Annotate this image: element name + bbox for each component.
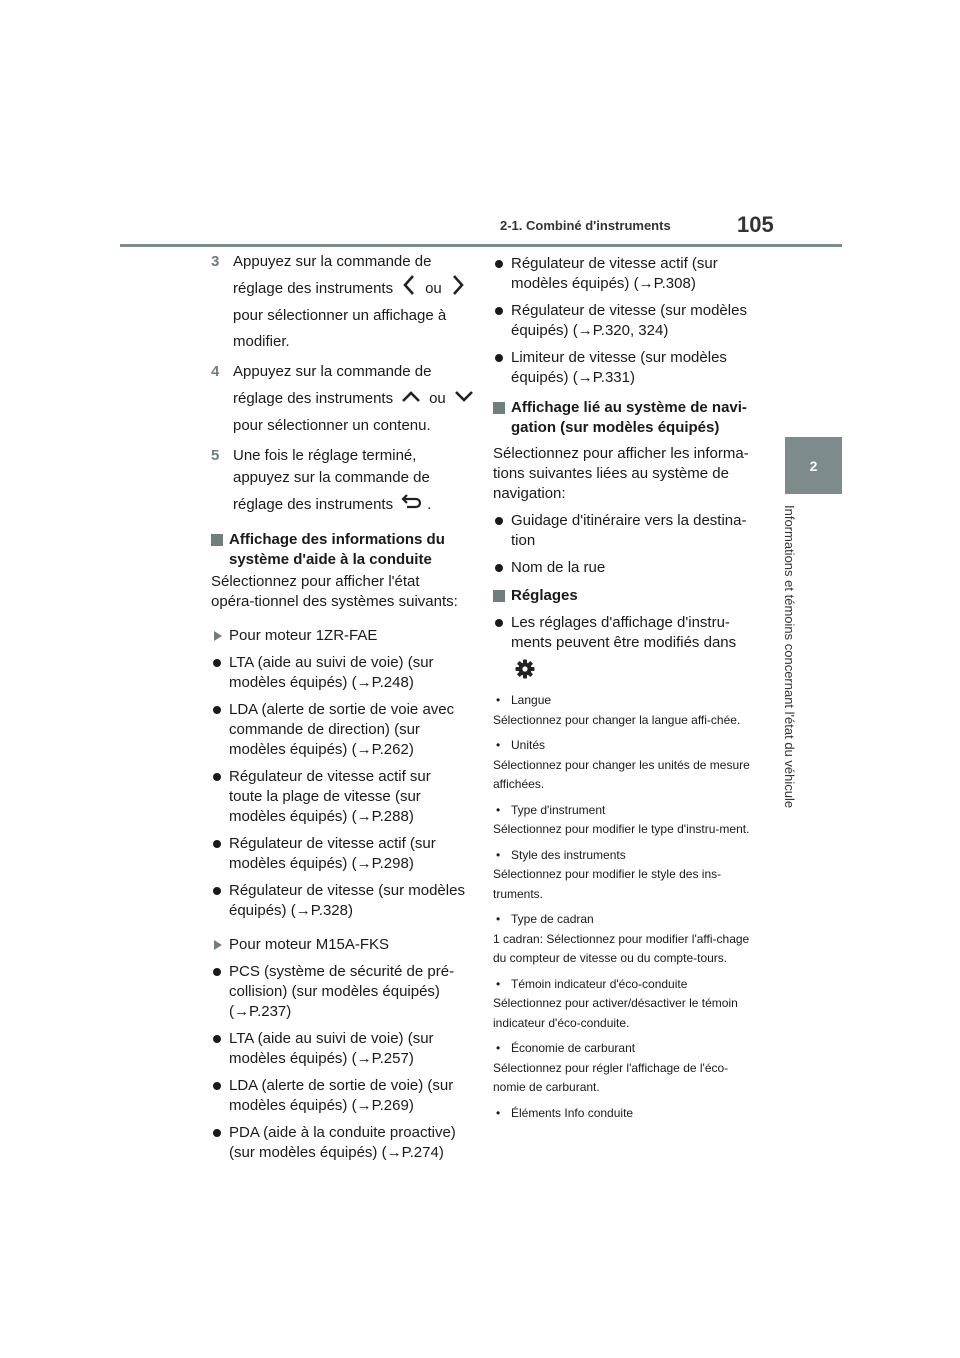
bullet-icon [495,260,503,268]
list-item [493,613,753,653]
list-item [493,254,753,294]
settings-desc: Sélectionnez pour changer la langue affi-chée. [493,712,741,727]
group-label: Pour moteur 1ZR-FAE [229,627,378,644]
chevron-down-icon [454,386,474,412]
item-text: LTA (aide au suivi de voie) (sur modèles équipés) (→P.248) [229,654,434,691]
step-number: 3 [211,253,220,270]
bullet-icon: • [496,847,501,862]
header-rule [120,244,842,247]
section-heading [493,586,753,606]
bullet-icon [495,307,503,315]
engine-group-label [211,935,466,955]
step-text: réglage des instruments [233,280,394,297]
list-item [211,834,466,874]
list-item [211,1123,466,1163]
item-text: Régulateur de vitesse (sur modèles équipés) (→P.328) [229,882,465,919]
bullet-icon [213,968,221,976]
item-text: Les réglages d'affichage d'instru-ments peuvent être modifiés dans [511,614,737,651]
bullet-icon [213,1035,221,1043]
settings-desc: 1 cadran: Sélectionnez pour modifier l'affi-chage du compteur de vitesse ou du compte-tours. [493,931,750,965]
chapter-tab: 2 [785,437,842,494]
settings-title: Langue [511,693,552,707]
settings-desc: Sélectionnez pour activer/désactiver le témoin indicateur d'éco-conduite. [493,996,738,1030]
step-number: 4 [211,363,220,380]
step-line [233,492,466,518]
step-text: Appuyez sur la commande de [233,253,432,270]
settings-item [493,736,753,756]
heading-text: Réglages [511,587,578,604]
step-text: Appuyez sur la commande de [233,363,432,380]
step-text: appuyez sur la commande de [233,469,430,486]
section-heading [211,530,466,570]
settings-title: Témoin indicateur d'éco-conduite [511,976,688,991]
item-text: Régulateur de vitesse actif (sur modèles équipés) (→P.298) [229,835,436,872]
item-text: Régulateur de vitesse actif (sur modèles équipés) (→P.308) [511,255,718,292]
settings-title: Éléments Info conduite [511,1105,634,1120]
heading-square-icon [211,534,223,546]
step-3 [211,252,466,352]
settings-desc: Sélectionnez pour régler l'affichage de l'éco-nomie de carburant. [493,1060,729,1094]
list-item [493,511,753,551]
list-item [493,301,753,341]
list-item [211,700,466,760]
back-arrow-icon [401,492,423,518]
step-4 [211,362,466,436]
step-text: Une fois le réglage terminé, [233,447,417,464]
step-line [233,276,466,302]
section-heading [493,398,753,438]
settings-item [493,691,753,711]
engine-group-label [211,626,466,646]
step-text: modifier. [233,333,290,350]
item-text: Nom de la rue [511,559,606,576]
triangle-icon [214,631,222,641]
item-text: LDA (alerte de sortie de voie avec commande de direction) (sur modèles équipés) (→P.262) [229,701,455,758]
step-text: pour sélectionner un contenu. [233,417,431,434]
list-item [211,962,466,1022]
bullet-icon [213,773,221,781]
settings-item [493,846,753,866]
section-header: 2-1. Combiné d'instruments [500,218,671,233]
list-item [493,558,753,578]
bullet-icon [213,659,221,667]
chevron-right-icon [452,274,464,305]
list-item [211,653,466,693]
settings-title: Type d'instrument [511,802,606,817]
item-text: Régulateur de vitesse actif sur toute la plage de vitesse (sur modèles équipés) (→P.288) [229,768,431,825]
settings-title: Économie de carburant [511,1041,636,1055]
item-text: PCS (système de sécurité de pré-collision) (sur modèles équipés) (→P.237) [229,963,455,1020]
settings-desc: Sélectionnez pour modifier le type d'instru-ment. [493,822,750,836]
section-intro: Sélectionnez pour afficher les informa-tions suivantes liées au système de navigation: [493,445,749,502]
item-text: LDA (alerte de sortie de voie) (sur modèles équipés) (→P.269) [229,1077,454,1114]
bullet-icon [213,1129,221,1137]
settings-item [493,910,753,930]
side-title-wrap [782,505,812,825]
bullet-icon [213,1082,221,1090]
bullet-icon: • [496,1041,501,1055]
chevron-left-icon [403,274,415,305]
bullet-icon [495,517,503,525]
item-text: Guidage d'itinéraire vers la destina-tion [511,512,747,549]
bullet-icon: • [496,802,501,817]
group-label: Pour moteur M15A-FKS [229,936,390,953]
gear-icon [515,659,753,685]
settings-item [493,1039,753,1059]
bullet-icon [495,354,503,362]
list-item [211,1029,466,1069]
item-text: PDA (aide à la conduite proactive) (sur modèles équipés) (→P.274) [229,1124,456,1161]
page-number: 105 [737,212,774,237]
bullet-icon [213,840,221,848]
bullet-icon: • [496,693,501,707]
bullet-icon [213,887,221,895]
list-item [211,881,466,921]
or-text: ou [425,280,442,297]
settings-list [493,691,753,1123]
bullet-icon [213,706,221,714]
or-text: ou [429,390,446,407]
settings-title: Style des instruments [511,847,626,862]
bullet-icon [495,564,503,572]
settings-item [493,801,753,821]
step-end: . [427,496,432,513]
right-column [493,252,753,1123]
item-text: LTA (aide au suivi de voie) (sur modèles équipés) (→P.257) [229,1030,434,1067]
step-5 [211,446,466,518]
bullet-icon [495,619,503,627]
step-line [233,386,466,412]
settings-desc: Sélectionnez pour modifier le style des ins-truments. [493,867,722,901]
heading-square-icon [493,402,505,414]
triangle-icon [214,940,222,950]
settings-title: Unités [511,738,546,752]
heading-square-icon [493,590,505,602]
list-item [211,767,466,827]
list-item [211,1076,466,1116]
section-intro: Sélectionnez pour afficher l'état opéra-tionnel des systèmes suivants: [211,573,458,610]
side-title: Informations et témoins concernant l'état du véhicule [782,505,797,809]
bullet-icon: • [496,976,501,991]
settings-item [493,975,753,995]
step-number: 5 [211,447,220,464]
heading-text: Affichage lié au système de navi-gation (sur modèles équipés) [511,399,747,436]
bullet-icon: • [496,738,501,752]
step-text: réglage des instruments [233,496,394,513]
step-text: réglage des instruments [233,390,394,407]
bullet-icon: • [496,1105,501,1120]
chevron-up-icon [401,386,421,412]
left-column [211,252,466,1163]
bullet-icon: • [496,912,501,926]
settings-title: Type de cadran [511,912,594,926]
item-text: Régulateur de vitesse (sur modèles équipés) (→P.320, 324) [511,302,747,339]
settings-desc: Sélectionnez pour changer les unités de mesure affichées. [493,757,750,791]
list-item [493,348,753,388]
settings-item [493,1104,753,1124]
item-text: Limiteur de vitesse (sur modèles équipés) (→P.331) [511,349,727,386]
heading-text: Affichage des informations du système d'aide à la conduite [229,531,445,568]
step-text: pour sélectionner un affichage à [233,307,447,324]
